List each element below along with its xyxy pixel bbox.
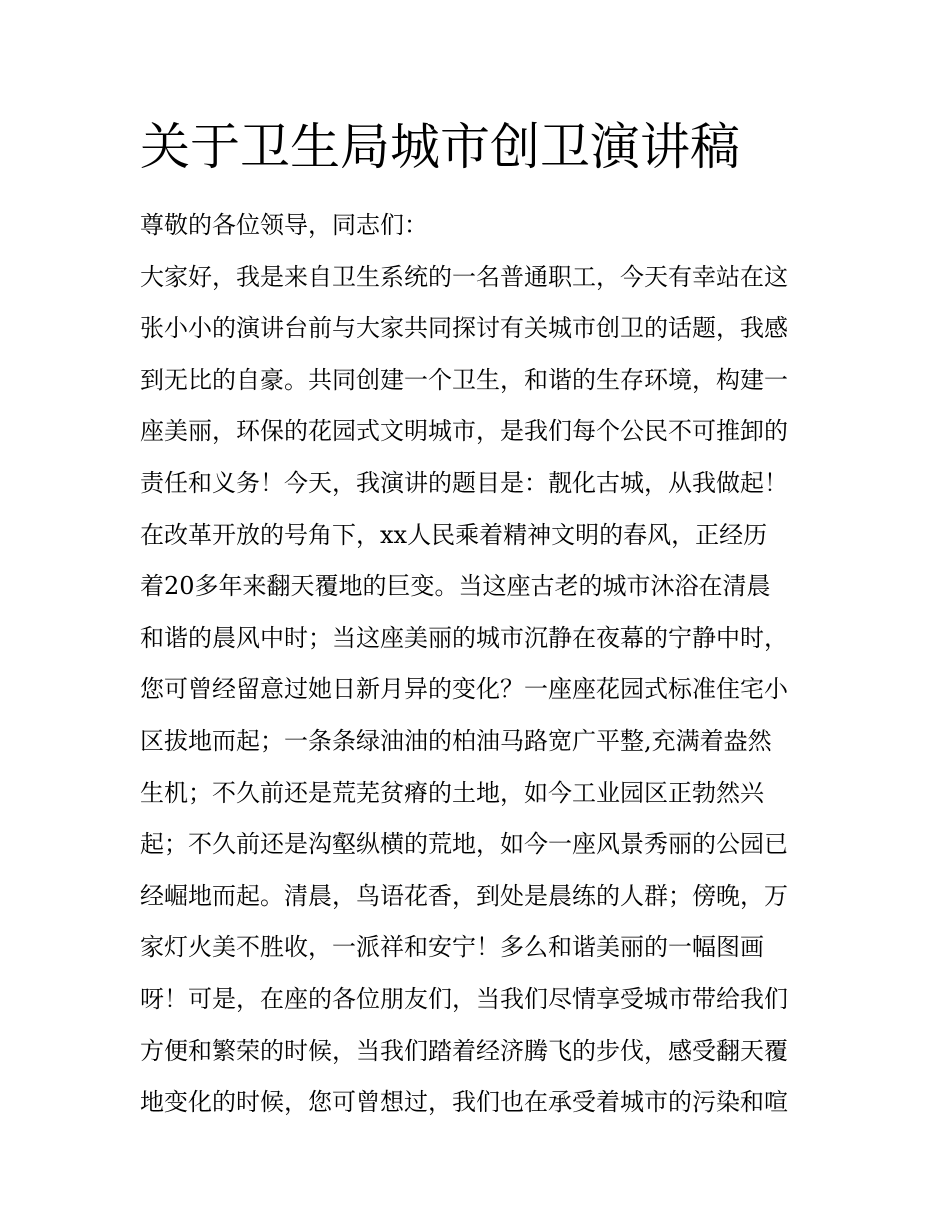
paragraph-line: 经崛地而起。清晨，鸟语花香，到处是晨练的人群；傍晚，万 [140,881,788,910]
document-title: 关于卫生局城市创卫演讲稿 [140,118,740,176]
paragraph-line: 呀！可是，在座的各位朋友们，当我们尽情享受城市带给我们 [140,984,788,1013]
paragraph-line: 地变化的时候，您可曾想过，我们也在承受着城市的污染和喧 [140,1088,788,1117]
paragraph-line: 区拔地而起；一条条绿油油的柏油马路宽广平整,充满着盎然 [140,726,772,755]
paragraph-line: 生机；不久前还是荒芜贫瘠的土地，如今工业园区正勃然兴 [140,778,764,807]
paragraph-line: 家灯火美不胜收，一派祥和安宁！多么和谐美丽的一幅图画 [140,933,764,962]
paragraph-line: 着20多年来翻天覆地的巨变。当这座古老的城市沐浴在清晨 [140,572,771,601]
paragraph-line: 起；不久前还是沟壑纵横的荒地，如今一座风景秀丽的公园已 [140,830,788,859]
salutation-line: 尊敬的各位领导，同志们： [140,211,428,239]
paragraph-line: 方便和繁荣的时候，当我们踏着经济腾飞的步伐，感受翻天覆 [140,1036,788,1065]
paragraph-line: 到无比的自豪。共同创建一个卫生，和谐的生存环境，构建一 [140,365,788,394]
paragraph-line: 和谐的晨风中时；当这座美丽的城市沉静在夜幕的宁静中时， [140,623,788,652]
document-body [140,200,820,1129]
paragraph-line: 责任和义务！今天，我演讲的题目是：靓化古城，从我做起！ [140,468,788,497]
paragraph-line: 大家好，我是来自卫生系统的一名普通职工，今天有幸站在这 [140,262,788,291]
paragraph-line: 您可曾经留意过她日新月异的变化？一座座花园式标准住宅小 [140,675,788,704]
paragraph-line: 张小小的演讲台前与大家共同探讨有关城市创卫的话题，我感 [140,314,788,343]
paragraph-line: 座美丽，环保的花园式文明城市，是我们每个公民不可推卸的 [140,417,788,446]
paragraph-line: 在改革开放的号角下，xx人民乘着精神文明的春风，正经历 [140,520,768,549]
